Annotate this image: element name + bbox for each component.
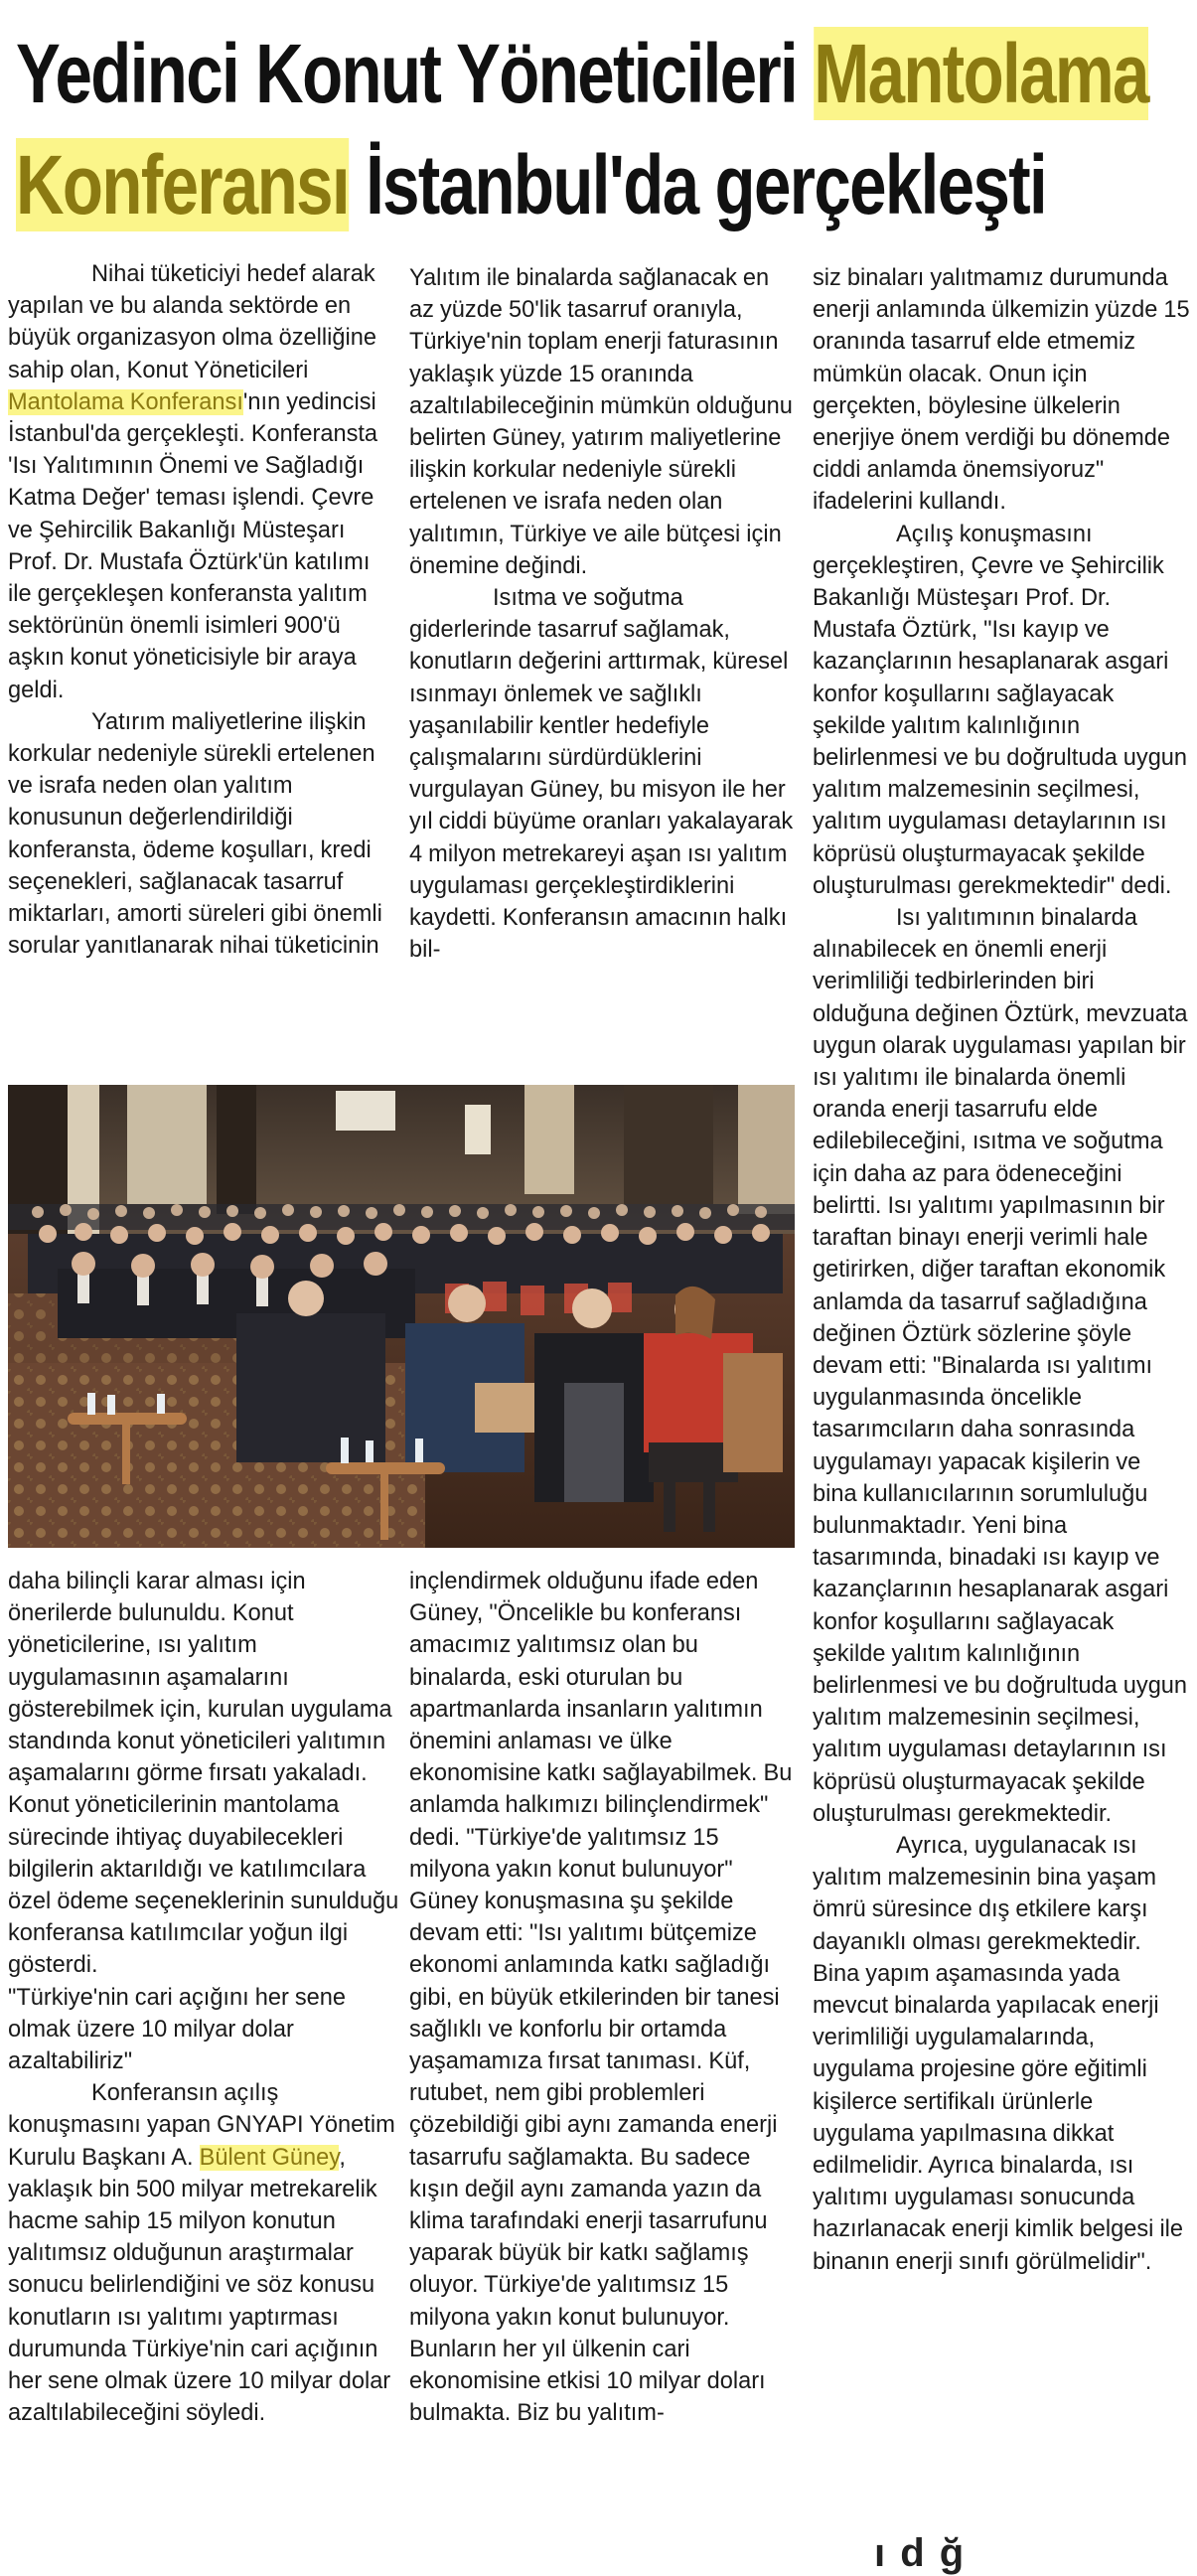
highlight-bulent-guney: Bülent Güney — [199, 2144, 340, 2171]
column-2-top — [409, 262, 795, 966]
text: Nihai tüketiciyi hedef alarak yapılan ve bu alanda sektörde en büyük organizasyon olma özelliğine sahip olan, Konut Yöneticileri — [8, 261, 376, 383]
conference-photo — [8, 1085, 795, 1548]
paragraph — [8, 2077, 399, 2429]
paragraph — [8, 258, 399, 706]
headline-part2: İstanbul'da gerçekleşti — [349, 138, 1047, 231]
conference-audience-illustration — [8, 1085, 795, 1548]
text: , yaklaşık bin 500 milyar metrekarelik hacme sahip 15 milyon konutun yalıtımsız olduğunun araştırmalar sonucu belirlendiğini ve söz konusu konutların ısı yalıtımı yaptırması durumunda Türkiye'nin cari açığının her sene olmak üzere 10 milyar dolar azaltılabileceğini söyledi. — [8, 2144, 391, 2427]
highlight-mantolama-konferansi: Mantolama Konferansı — [8, 388, 243, 415]
headline-highlight-konferansi: Konferansı — [16, 138, 349, 231]
headline-highlight-mantolama: Mantolama — [814, 27, 1148, 120]
column-3 — [813, 262, 1190, 2278]
paragraph: Açılış konuşmasını gerçekleştiren, Çevre ve Şehircilik Bakanlığı Müsteşarı Prof. Dr. Mustafa Öztürk, "Isı kayıp ve kazançlarının hesaplanarak asgari konfor koşullarını sağlayacak şekilde yalıtım kalınlığının belirlenmesi ve bu doğrultuda uygun yalıtım malzemesinin seçilmesi, yalıtım uygulaması detaylarının ısı köprüsü oluşturmayacak şekilde oluşturulması gerekmektedir" dedi. — [813, 521, 1188, 899]
paragraph: Yalıtım ile binalarda sağlanacak en az yüzde 50'lik tasarruf oranıyla, Türkiye'nin toplam enerji faturasının yaklaşık yüzde 15 oranında azaltılabileceğinin mümkün olduğunu belirten Güney, yatırım maliyetlerine ilişkin korkular nedeniyle sürekli ertelenen ve israfa neden olan yalıtımın, Türkiye ve aile bütçesi için önemine değindi. — [409, 265, 793, 579]
subheading: "Türkiye'nin cari açığını her sene olmak üzere 10 milyar dolar azaltabiliriz" — [8, 1984, 347, 2075]
text: 'nın yedincisi İstanbul'da gerçekleşti. Konferansta 'Isı Yalıtımının Önemi ve Sağladığı Katma Değer' teması işlendi. Çevre ve Şehircilik Bakanlığı Müsteşarı Prof. Dr. Mustafa Öztürk'ün katılımı ile gerçekleşen konferansta yalıtım sektörünün önemli isimleri 900'ü aşkın konut yöneticisiyle bir araya geldi. — [8, 388, 378, 703]
headline-part1: Yedinci Konut Yöneticileri — [16, 27, 815, 120]
column-1-bottom — [8, 1566, 399, 2429]
paragraph: Yatırım maliyetlerine ilişkin korkular nedeniyle sürekli ertelenen ve israfa neden olan yalıtım konusunun değerlendirildiği konferansta, ödeme koşulları, kredi seçenekleri, sağlanacak tasarruf miktarları, amorti süreleri gibi önemli sorular yanıtlanarak nihai tüketicinin — [8, 708, 382, 960]
paragraph: siz binaları yalıtmamız durumunda enerji anlamında ülkemizin yüzde 15 oranında tasarruf elde etmemiz mümkün olacak. Onun için gerçekten, böylesine ülkelerin enerjiye önem verdiği bu dönemde ciddi anlamda önemsiyoruz" ifadelerini kullandı. — [813, 265, 1190, 516]
paragraph: daha bilinçli karar alması için önerilerde bulunuldu. Konut yöneticilerine, ısı yalıtım uygulamasının aşamalarını gösterebilmek için, kurulan uygulama standında konut yöneticileri yalıtımın aşamalarını görme fırsatı yakaladı. Konut yöneticilerinin mantolama sürecinde ihtiyaç duyabilecekleri bilgilerin aktarıldığı ve katılımcılara özel ödeme seçeneklerinin sunulduğu konferansa katılımcılar yoğun ilgi gösterdi. — [8, 1569, 399, 1979]
paragraph: Isı yalıtımının binalarda alınabilecek en önemli enerji verimliliği tedbirlerinden biri olduğuna değinen Öztürk, mevzuata uygun olarak uygulaması yapılan bir ısı yalıtımı ile binalarda önemli oranda enerji tasarrufu elde edilebileceğini, ısıtma ve soğutma için daha az para ödeneceğini belirtti. Isı yalıtımı yapılmasının bir taraftan binayı enerji verimli hale getirirken, diğer taraftan ekonomik anlamda da tasarruf sağladığına değinen Öztürk sözlerine şöyle devam etti: "Binalarda ısı yalıtımı uygulanmasında öncelikle tasarımcıların daha sonrasında uygulamayı yapacak kişilerin ve bina kullanıcılarının sorumluluğu bulunmaktadır. Yeni bina tasarımında, binadaki ısı kayıp ve kazançlarının hesaplanarak asgari konfor koşullarını sağlayacak şekilde yalıtım kalınlığının belirlenmesi ve bu doğrultuda uygun yalıtım malzemesinin seçilmesi, yalıtım uygulaması detaylarının ısı köprüsü oluşturmayacak şekilde oluşturulması gerekmektedir. — [813, 905, 1188, 1827]
headline — [16, 18, 1148, 240]
footer-mark: ı d ğ — [874, 2531, 967, 2575]
column-2-bottom — [409, 1566, 795, 2429]
paragraph: Ayrıca, uygulanacak ısı yalıtım malzemesinin bina yaşam ömrü süresince dış etkilere karşı dayanıklı olması gerekmektedir. Bina yapım aşamasında yada mevcut binalarda yapılacak enerji verimliliği uygulamalarında, uygulama projesine göre eğitimli kişilerce sertifikalı ürünlerle uygulama yapılmasına dikkat edilmelidir. Ayrıca binalarda, ısı yalıtımı uygulaması sonucunda hazırlanacak enerji kimlik belgesi ile binanın enerji sınıfı görülmelidir". — [813, 1832, 1184, 2275]
text: Konferansın açılış konuşmasını yapan GNYAPI Yönetim Kurulu Başkanı A. — [8, 2080, 395, 2171]
column-1-top — [8, 258, 399, 962]
paragraph: inçlendirmek olduğunu ifade eden Güney, "Öncelikle bu konferansı amacımız yalıtımsız olan bu binalarda, eski oturulan bu apartmanlarda insanların yalıtımın önemini anlaması ve ülke ekonomisine katkı sağlayabilmek. Bu anlamda halkımızı bilinçlendirmek" dedi. "Türkiye'de yalıtımsız 15 milyona yakın konut bulunuyor" Güney konuşmasına şu şekilde devam etti: "Isı yalıtımı bütçemize ekonomi anlamında katkı sağladığı gibi, en büyük etkilerinden bir tanesi sağlıklı ve konforlu bir ortamda yaşamamıza fırsat tanıması. Küf, rutubet, nem gibi problemleri çözebildiği gibi aynı zamanda enerji tasarrufu sağlamakta. Bu sadece kışın değil aynı zamanda yazın da klima tarafındaki enerji tasarrufunu yaparak büyük bir katkı sağlamış oluyor. Türkiye'de yalıtımsız 15 milyona yakın konut bulunuyor. Bunların her yıl ülkenin cari ekonomisine etkisi 10 milyar doları bulmakta. Biz bu yalıtım- — [409, 1569, 793, 2427]
paragraph: Isıtma ve soğutma giderlerinde tasarruf sağlamak, konutların değerini arttırmak, küresel ısınmayı önlemek ve sağlıklı yaşanılabilir kentler hedefiyle çalışmalarını sürdürdüklerini vurgulayan Güney, bu misyon ile her yıl ciddi büyüme oranları yakalayarak 4 milyon metrekareyi aşan ısı yalıtım uygulaması gerçekleştirdiklerini kaydetti. Konferansın amacının halkı bil- — [409, 585, 794, 964]
